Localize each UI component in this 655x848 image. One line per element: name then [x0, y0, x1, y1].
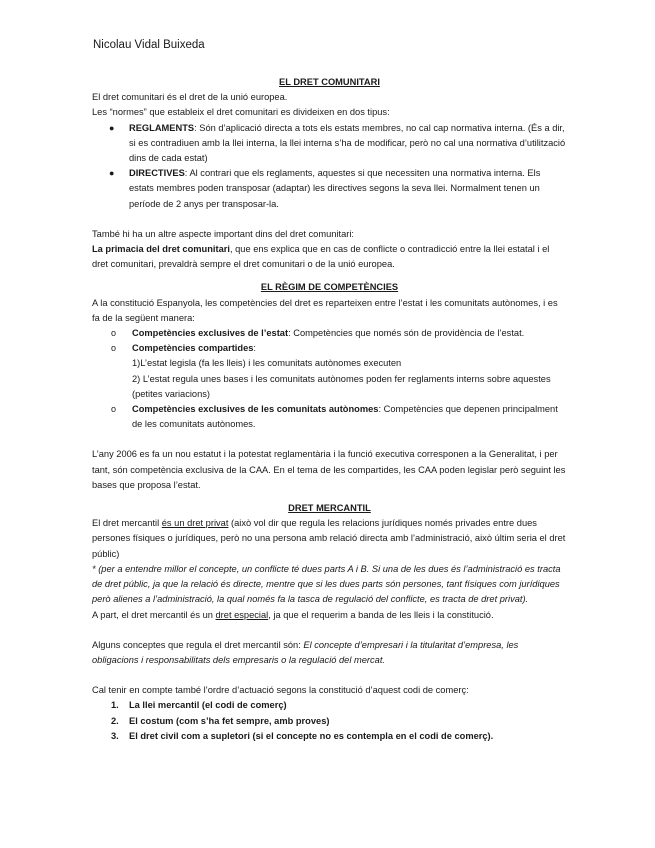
list-text: El costum (com s’ha fet sempre, amb proves)	[129, 715, 330, 726]
paragraph	[92, 242, 567, 272]
underlined-text: és un dret privat	[161, 518, 229, 529]
section-title-regim-competencies: EL RÈGIM DE COMPETÈNCIES	[260, 282, 399, 293]
term-text: :	[253, 343, 257, 354]
list-text: El dret civil com a supletori (si el concepte no es contempla en el codi de comerç).	[129, 730, 494, 741]
paragraph	[92, 516, 567, 562]
sub-line: 1)L’estat legisla (fa les lleis) i les comunitats autònomes executen	[132, 358, 402, 369]
list-item	[111, 698, 567, 713]
bullet-icon: ●	[109, 122, 115, 133]
paragraph	[92, 608, 567, 623]
term: DIRECTIVES	[129, 168, 185, 179]
list-number: 3.	[111, 730, 119, 741]
circle-bullet-icon: o	[111, 328, 117, 339]
circle-bullet-icon: o	[111, 404, 117, 415]
underlined-text: dret especial	[215, 609, 269, 620]
order-list	[92, 698, 567, 744]
section-title-dret-comunitari: EL DRET COMUNITARI	[279, 77, 380, 87]
term-text: : Competències que només són de providència de l’estat.	[288, 328, 525, 339]
paragraph: A la constitució Espanyola, les competències del dret es reparteixen entre l’estat i les comunitats autònomes, i es fa de la següent manera:	[92, 297, 558, 323]
paragraph: Cal tenir en compte també l’ordre d’actuació segons la constitució d’aquest codi de comerç:	[92, 685, 469, 696]
list-item	[111, 729, 567, 744]
term: Competències exclusives de l’estat	[132, 328, 289, 339]
document-body	[92, 75, 567, 744]
note-paragraph: * (per a entendre millor el concepte, un conflicte té dues parts A i B. Si una de les dues és l’administració es tracta de dret públic, ja que la relació és directe, mentre que si les dues parts són persones, tant físiques com jurídiques però alienes a l’administració, la qual només fa la tasca de regulació del conflicte, es tracta de dret privat).	[92, 563, 561, 605]
norm-types-list	[92, 121, 567, 212]
term: Competències compartides	[132, 343, 254, 354]
paragraph	[92, 638, 567, 668]
term-text: : Al contrari que els reglaments, aquestes si que necessiten una normativa interna. Els estats membres poden transposar (adaptar) les directives segons la seva llei. Normalment tenen un període de 2 anys per transposar-la.	[129, 168, 541, 209]
list-text: La llei mercantil (el codi de comerç)	[129, 700, 287, 711]
text-run: Alguns conceptes que regula el dret mercantil són:	[92, 639, 304, 650]
list-item	[111, 402, 567, 432]
term: Competències exclusives de les comunitats autònomes	[132, 404, 379, 415]
list-item	[109, 121, 567, 167]
italic-text: El concepte d’empresari i la titularitat d’empresa, les obligacions i responsabilitats dels empresaris o la regulació del mercat.	[92, 639, 519, 665]
list-number: 1.	[111, 700, 119, 711]
term: REGLAMENTS	[129, 122, 195, 133]
competencies-list	[92, 326, 567, 432]
term-text: : Competències que depenen principalment de les comunitats autònomes.	[132, 404, 558, 430]
list-item	[111, 341, 567, 402]
circle-bullet-icon: o	[111, 343, 117, 354]
text-run: , ja que el requerim a banda de les lleis i la constitució.	[268, 609, 494, 620]
paragraph: L’any 2006 es fa un nou estatut i la potestat reglamentària i la funció executiva corresponen a la Generalitat, i per tant, són competència exclusiva de la CAA. En el tema de les compartides, les CAA poden legislar però seguint les bases que proposa l’estat.	[92, 449, 566, 490]
term-text: , que ens explica que en cas de conflicte o contradicció entre la llei estatal i el dret comunitari, prevaldrà sempre el dret comunitari o de la unió europea.	[92, 244, 550, 270]
text-run: El dret mercantil	[92, 518, 162, 529]
paragraph: El dret comunitari és el dret de la unió europea.	[92, 92, 288, 103]
list-number: 2.	[111, 715, 119, 726]
term: La primacia del dret comunitari	[92, 244, 230, 255]
paragraph: Les “normes” que estableix el dret comunitari es divideixen en dos tipus:	[92, 107, 390, 118]
text-run: (això vol dir que regula les relacions jurídiques només privades entre dues persones físiques o jurídiques, però no una persona amb relació directa amb l’administració, això últim seria el dret públic)	[92, 518, 566, 559]
list-item	[111, 326, 567, 341]
text-run: A part, el dret mercantil és un	[92, 609, 216, 620]
author-name: Nicolau Vidal Buixeda	[93, 39, 205, 51]
sub-line: 2) L’estat regula unes bases i les comunitats autònomes poden fer reglaments interns sobre aquestes (petites variacions)	[132, 373, 551, 399]
list-item	[111, 714, 567, 729]
bullet-icon: ●	[109, 168, 115, 179]
list-item	[109, 166, 567, 212]
paragraph: També hi ha un altre aspecte important dins del dret comunitari:	[92, 228, 355, 239]
term-text: : Són d’aplicació directa a tots els estats membres, no cal cap normativa interna. (És a dir, si es contradiuen amb la llei interna, la llei interna s’ha de modificar, però no cal una normativa d’utilització dins de cada estat)	[129, 122, 566, 164]
section-title-dret-mercantil: DRET MERCANTIL	[288, 503, 371, 514]
